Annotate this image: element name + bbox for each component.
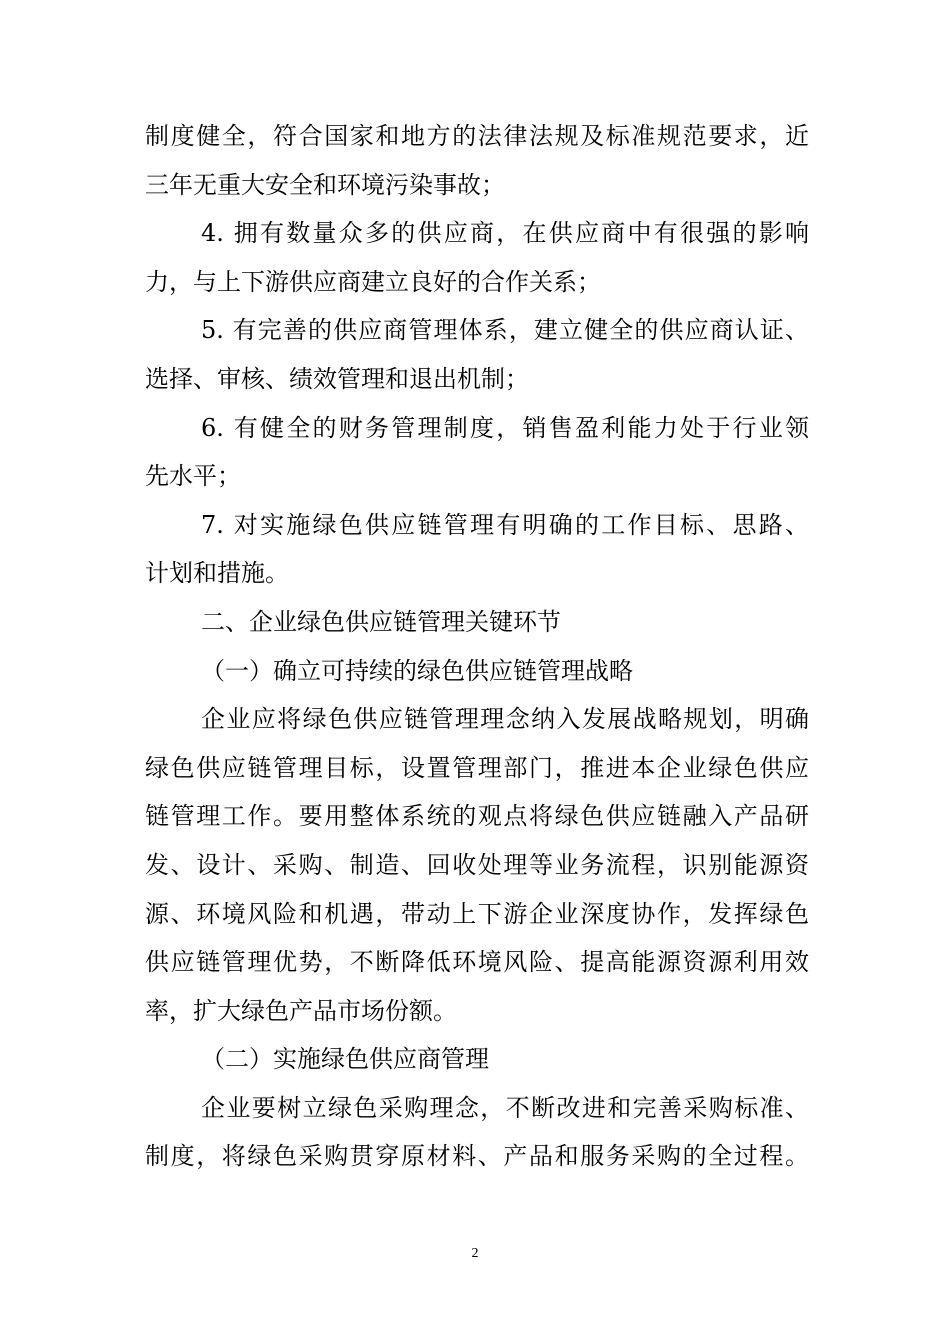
paragraph-line: 三年无重大安全和环境污染事故； xyxy=(145,170,505,199)
subsection-heading-2: （二）实施绿色供应商管理 xyxy=(201,1045,489,1074)
paragraph-line: 制度健全，符合国家和地方的法律法规及标准规范要求，近 xyxy=(145,122,809,150)
paragraph-line: 力，与上下游供应商建立良好的合作关系； xyxy=(145,267,601,296)
paragraph-line: 计划和措施。 xyxy=(145,559,289,588)
paragraph-line: 企业应将绿色供应链管理理念纳入发展战略规划，明确 xyxy=(201,705,809,734)
paragraph-line: 链管理工作。要用整体系统的观点将绿色供应链融入产品研 xyxy=(145,802,809,831)
paragraph-line: 源、环境风险和机遇，带动上下游企业深度协作，发挥绿色 xyxy=(145,899,809,928)
section-heading: 二、企业绿色供应链管理关键环节 xyxy=(201,607,561,636)
paragraph-line: 发、设计、采购、制造、回收处理等业务流程，识别能源资 xyxy=(145,850,809,879)
paragraph-line: 供应链管理优势，不断降低环境风险、提高能源资源利用效 xyxy=(145,948,809,977)
list-item-6: 6. 有健全的财务管理制度，销售盈利能力处于行业领 xyxy=(201,413,809,442)
list-item-4: 4. 拥有数量众多的供应商，在供应商中有很强的影响 xyxy=(201,219,809,248)
paragraph-line: 制度，将绿色采购贯穿原材料、产品和服务采购的全过程。 xyxy=(145,1142,809,1171)
paragraph-line: 企业要树立绿色采购理念，不断改进和完善采购标准、 xyxy=(201,1093,809,1122)
paragraph-line: 先水平； xyxy=(145,462,241,491)
list-item-7: 7. 对实施绿色供应链管理有明确的工作目标、思路、 xyxy=(201,510,809,539)
document-body xyxy=(145,112,809,1181)
paragraph-line: 选择、审核、绩效管理和退出机制； xyxy=(145,364,529,393)
page-number: 2 xyxy=(471,1246,479,1261)
list-item-5: 5. 有完善的供应商管理体系，建立健全的供应商认证、 xyxy=(201,316,809,345)
subsection-heading-1: （一）确立可持续的绿色供应链管理战略 xyxy=(201,656,633,685)
paragraph-line: 率，扩大绿色产品市场份额。 xyxy=(145,996,457,1025)
paragraph-line: 绿色供应链管理目标，设置管理部门，推进本企业绿色供应 xyxy=(145,753,809,782)
